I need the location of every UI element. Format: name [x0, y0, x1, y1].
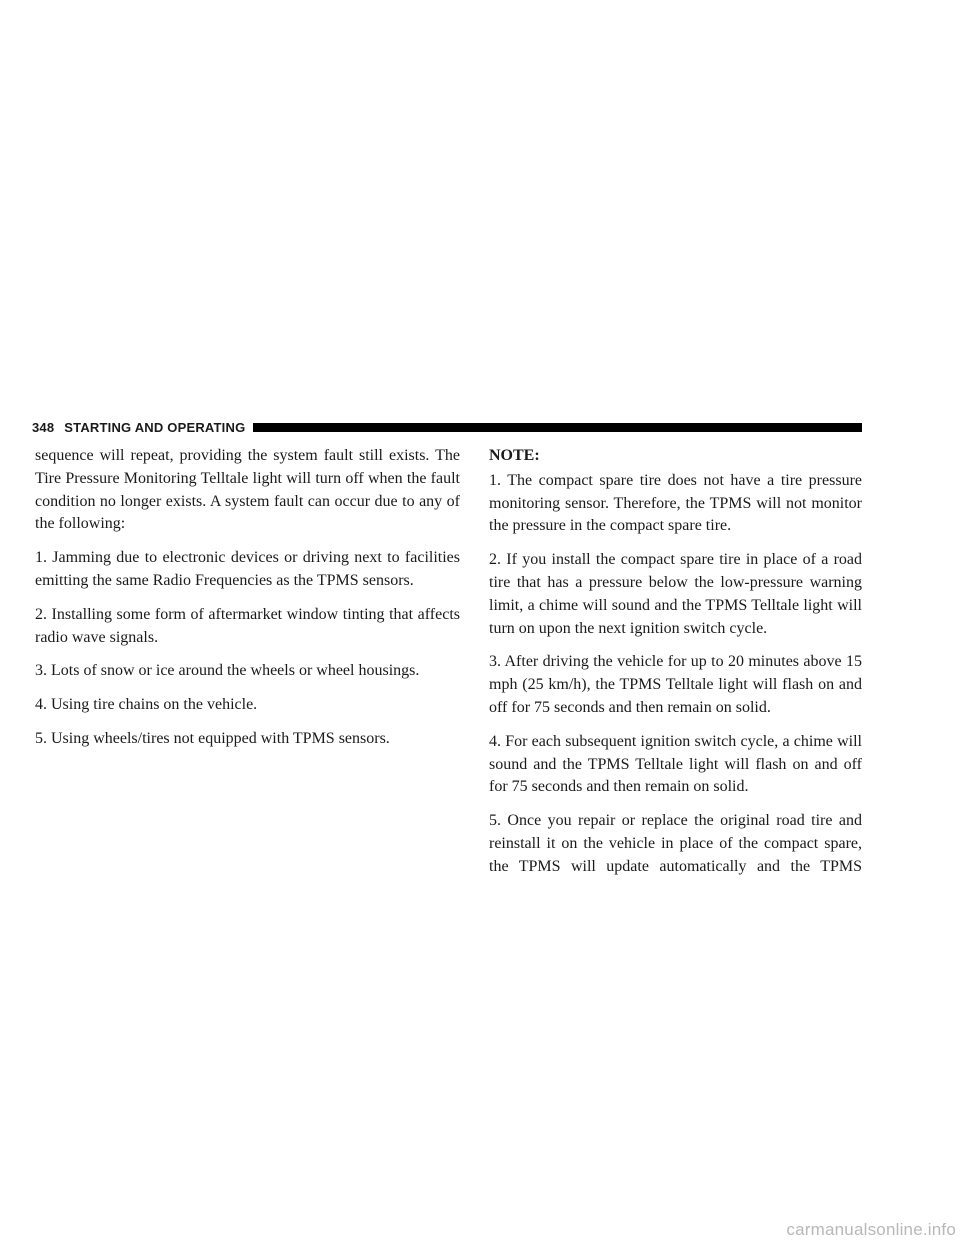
note-item-2: 2. If you install the compact spare tire in place of a road tire that has a pressure below the low-pressure warning limit, a chime will sound and the TPMS Telltale light will turn on upon the next ignition switch cycle. [489, 551, 862, 637]
fault-item-4: 4. Using tire chains on the vehicle. [35, 696, 258, 714]
header-rule [253, 423, 862, 432]
page-number: 348 [32, 419, 55, 435]
note-item-4: 4. For each subsequent ignition switch cycle, a chime will sound and the TPMS Telltale light will flash on and off for 75 seconds and then remain on solid. [489, 732, 862, 796]
fault-item-2: 2. Installing some form of aftermarket window tinting that affects radio wave signals. [35, 605, 460, 646]
section-title: STARTING AND OPERATING [64, 419, 246, 435]
intro-paragraph: sequence will repeat, providing the system fault still exists. The Tire Pressure Monitoring Telltale light will turn off when the fault condition no longer exists. A system fault can occur due to any of the following: [35, 447, 460, 533]
left-column [35, 445, 460, 762]
watermark: carmanualsonline.info [786, 1220, 956, 1239]
fault-item-3: 3. Lots of snow or ice around the wheels or wheel housings. [35, 662, 420, 680]
note-item-1: 1. The compact spare tire does not have a tire pressure monitoring sensor. Therefore, the TPMS will not monitor the pressure in the compact spare tire. [489, 471, 862, 535]
fault-item-1: 1. Jamming due to electronic devices or driving next to facilities emitting the same Radio Frequencies as the TPMS sensors. [35, 549, 460, 589]
note-item-5: 5. Once you repair or replace the original road tire and reinstall it on the vehicle in place of the compact spare, the TPMS will update automatically and the TPMS [489, 812, 862, 875]
page-header [32, 418, 862, 436]
note-item-3: 3. After driving the vehicle for up to 20 minutes above 15 mph (25 km/h), the TPMS Telltale light will flash on and off for 75 seconds and then remain on solid. [489, 653, 862, 716]
right-column [489, 445, 862, 890]
fault-item-5: 5. Using wheels/tires not equipped with TPMS sensors. [35, 729, 390, 747]
note-label: NOTE: [489, 447, 540, 464]
